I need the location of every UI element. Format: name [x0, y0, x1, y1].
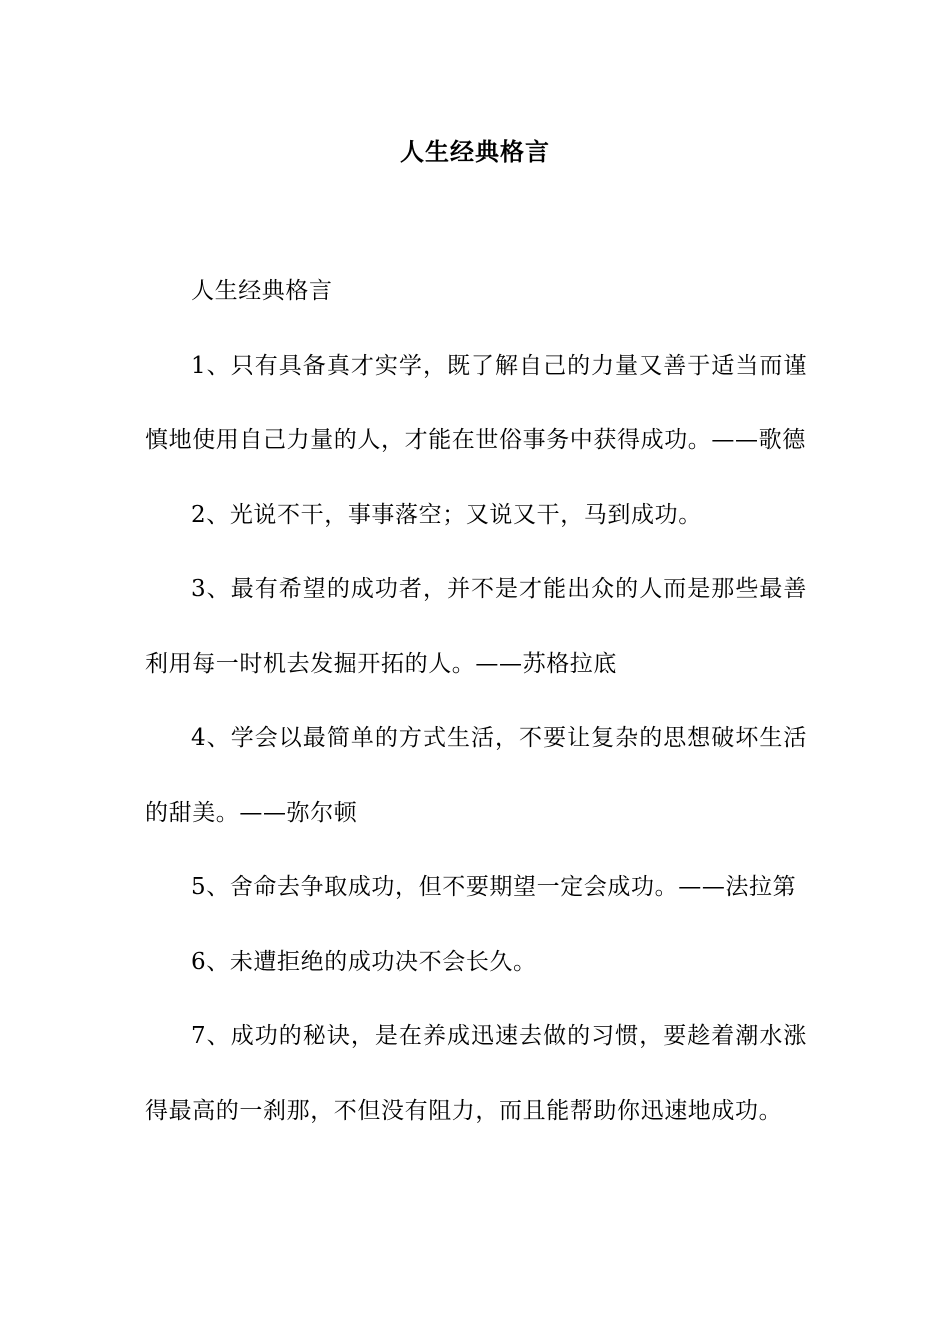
document-title: 人生经典格言	[400, 137, 550, 166]
quote-paragraph-6: 6、未遭拒绝的成功决不会长久。	[191, 948, 537, 975]
quote-paragraph-3: 3、最有希望的成功者，并不是才能出众的人而是那些最善利用每一时机去发掘开拓的人。——苏格拉底	[145, 576, 807, 677]
intro-heading: 人生经典格言	[191, 278, 333, 304]
quote-paragraph-4: 4、学会以最简单的方式生活，不要让复杂的思想破坏生活的甜美。——弥尔顿	[145, 725, 807, 826]
quote-paragraph-5: 5、舍命去争取成功，但不要期望一定会成功。——法拉第	[191, 874, 797, 900]
quote-paragraph-7: 7、成功的秘诀，是在养成迅速去做的习惯，要趁着潮水涨得最高的一刹那，不但没有阻力，而且能帮助你迅速地成功。	[145, 1023, 807, 1124]
quote-paragraph-2: 2、光说不干，事事落空；又说又干，马到成功。	[191, 501, 702, 528]
quote-paragraph-1: 1、只有具备真才实学，既了解自己的力量又善于适当而谨慎地使用自己力量的人，才能在世俗事务中获得成功。——歌德	[145, 352, 807, 453]
document-body	[145, 254, 807, 1148]
